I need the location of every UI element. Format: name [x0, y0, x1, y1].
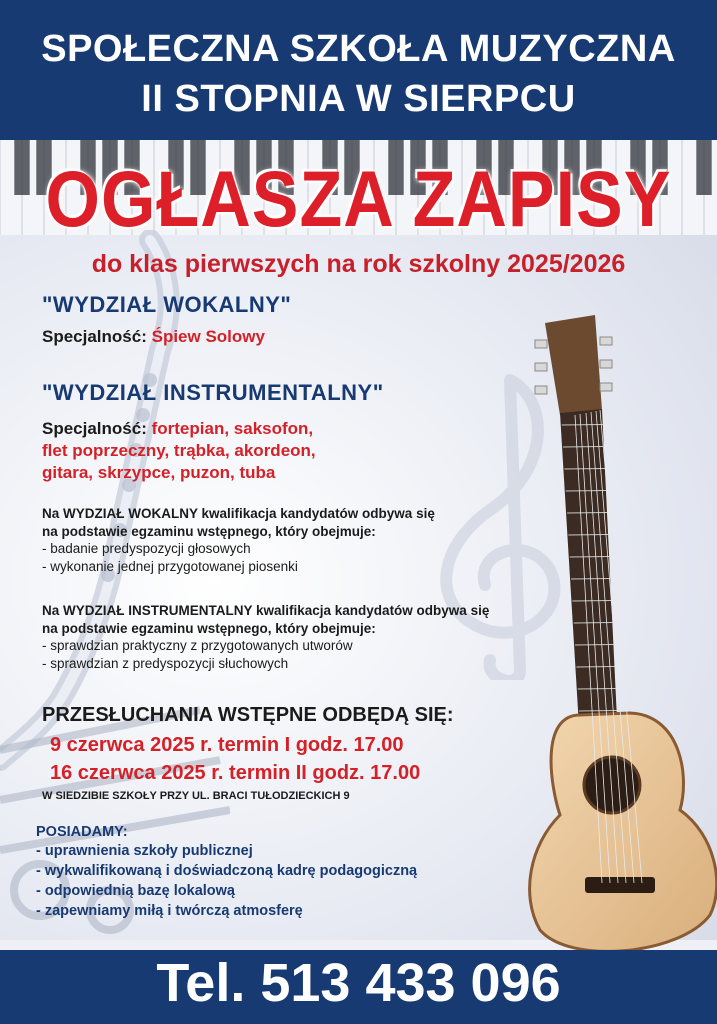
assets-item: - odpowiednią bazę lokalową	[36, 883, 235, 899]
assets-item: - uprawnienia szkoły publicznej	[36, 843, 253, 859]
vocal-specialty-value: Śpiew Solowy	[151, 327, 265, 346]
vocal-info-item: - badanie predyspozycji głosowych	[42, 541, 251, 556]
phone-number: Tel. 513 433 096	[156, 953, 561, 1013]
instrumental-specialty-line: flet poprzeczny, trąbka, akordeon,	[42, 441, 316, 460]
instrumental-specialty-label: Specjalność:	[42, 419, 147, 438]
exam-address: W SIEDZIBIE SZKOŁY PRZY UL. BRACI TUŁODZIECKICH 9	[42, 790, 350, 802]
instrumental-specialty-line: fortepian, saksofon,	[151, 419, 314, 438]
exam-date: 9 czerwca 2025 r. termin I godz. 17.00	[50, 734, 404, 756]
vocal-info-item: - wykonanie jednej przygotowanej piosenki	[42, 558, 298, 574]
instrumental-specialty-line: gitara, skrzypce, puzon, tuba	[42, 463, 276, 482]
assets-heading: POSIADAMY:	[36, 824, 128, 840]
instrumental-info	[42, 602, 489, 672]
instrumental-specialty	[42, 418, 316, 484]
instrumental-info-item: - sprawdzian praktyczny z przygotowanych utworów	[42, 638, 353, 653]
instrumental-info-line: na podstawie egzaminu wstępnego, który obejmuje:	[42, 620, 376, 636]
assets-item: - wykwalifikowaną i doświadczoną kadrę podagogiczną	[36, 863, 418, 879]
instrumental-info-line: Na WYDZIAŁ INSTRUMENTALNY kwalifikacja kandydatów odbywa się	[42, 603, 490, 618]
vocal-specialty	[42, 326, 265, 348]
school-name-line1: SPOŁECZNA SZKOŁA MUZYCZNA	[41, 28, 676, 70]
exam-heading: PRZESŁUCHANIA WSTĘPNE ODBĘDĄ SIĘ:	[42, 704, 454, 726]
exam-date: 16 czerwca 2025 r. termin II godz. 17.00	[50, 762, 421, 784]
subtitle: do klas pierwszych na rok szkolny 2025/2026	[91, 250, 626, 278]
assets-item: - zapewniamy miłą i twórczą atmosferę	[36, 903, 303, 919]
guitar-image	[520, 315, 717, 950]
page-title: OGŁASZA ZAPISY	[45, 155, 672, 243]
vocal-info	[42, 505, 435, 575]
instrumental-info-item: - sprawdzian z predyspozycji słuchowych	[42, 655, 289, 671]
vocal-info-line: na podstawie egzaminu wstępnego, który obejmuje:	[42, 523, 376, 539]
vocal-specialty-label: Specjalność:	[42, 327, 147, 346]
instrumental-department-title: "WYDZIAŁ INSTRUMENTALNY"	[42, 380, 384, 405]
vocal-info-line: Na WYDZIAŁ WOKALNY kwalifikacja kandydatów odbywa się	[42, 506, 435, 521]
vocal-department-title: "WYDZIAŁ WOKALNY"	[42, 292, 292, 317]
school-name-line2: II STOPNIA W SIERPCU	[141, 78, 576, 120]
